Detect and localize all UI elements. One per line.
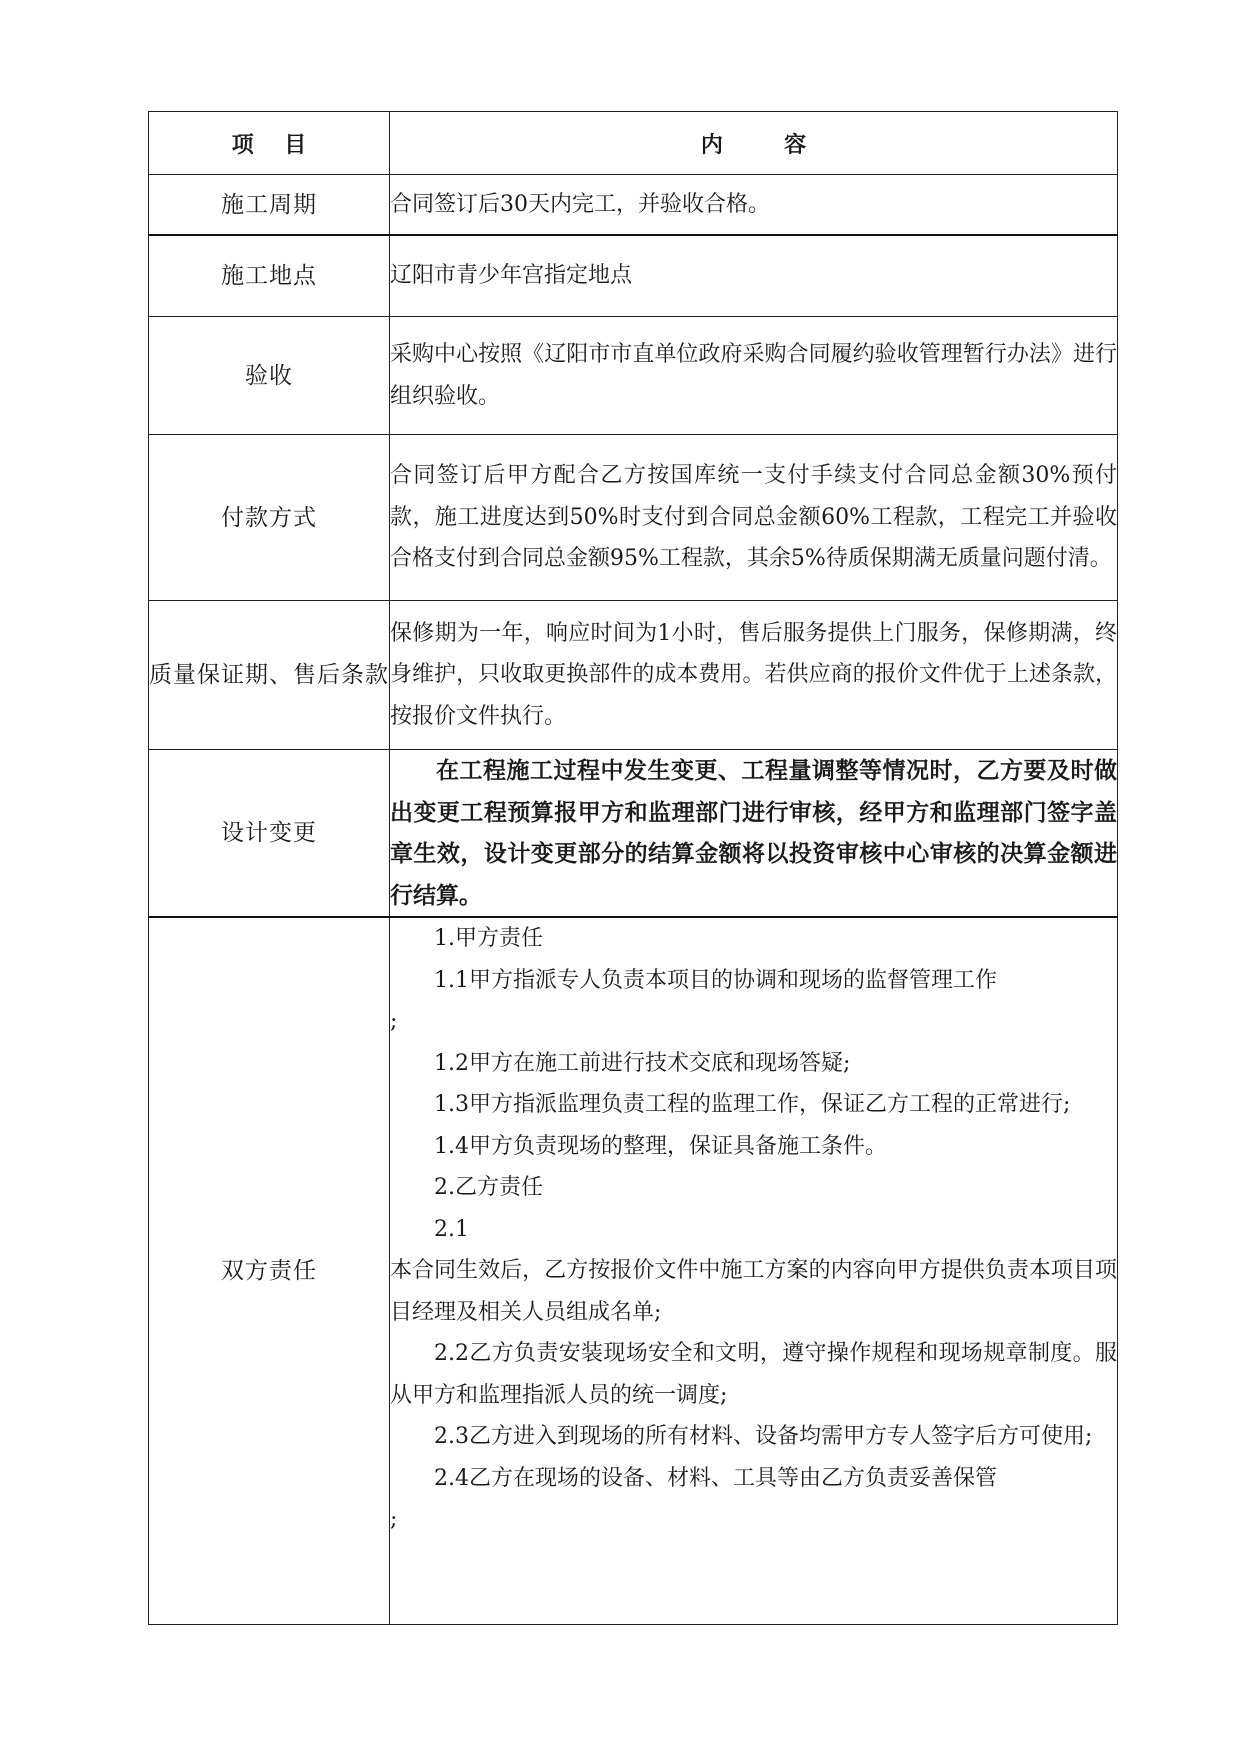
row-label: 设计变更 — [149, 750, 390, 918]
row-label: 双方责任 — [149, 917, 390, 1625]
resp-line: 2.1 — [434, 1216, 469, 1242]
resp-line: 1.2甲方在施工前进行技术交底和现场答疑; — [434, 1050, 851, 1076]
row-content: 保修期为一年，响应时间为1小时，售后服务提供上门服务，保修期满，终身维护，只收取更换部件的成本费用。若供应商的报价文件优于上述条款，按报价文件执行。 — [390, 601, 1118, 750]
table-row-acceptance — [149, 317, 1118, 435]
table-row-period — [149, 175, 1118, 236]
resp-line: 1.4甲方负责现场的整理，保证具备施工条件。 — [434, 1133, 887, 1159]
row-content: 合同签订后30天内完工，并验收合格。 — [390, 175, 1118, 236]
header-content-cell: 内 容 — [390, 112, 1118, 175]
row-content — [390, 750, 1118, 918]
resp-line: 1.1甲方指派专人负责本项目的协调和现场的监督管理工作 — [434, 967, 997, 993]
table-row-payment — [149, 435, 1118, 601]
resp-line: 2.3乙方进入到现场的所有材料、设备均需甲方专人签字后方可使用; — [434, 1424, 1093, 1449]
row-content — [390, 917, 1118, 1625]
resp-line: 2.乙方责任 — [434, 1175, 543, 1200]
table-row-responsibilities — [149, 917, 1118, 1625]
contract-terms-table — [148, 111, 1118, 1625]
header-item-cell: 项 目 — [149, 112, 390, 175]
resp-line: 本合同生效后，乙方按报价文件中施工方案的内容向甲方提供负责本项目项目经理及相关人员组成名单; — [390, 1258, 1117, 1325]
table-row-design-change — [149, 750, 1118, 918]
row-label: 施工地点 — [149, 235, 390, 317]
resp-line: 2.2乙方负责安装现场安全和文明，遵守操作规程和现场规章制度。服从甲方和监理指派人员的统一调度; — [390, 1341, 1117, 1408]
row-label: 付款方式 — [149, 435, 390, 601]
row-content: 辽阳市青少年宫指定地点 — [390, 235, 1118, 317]
row-content: 采购中心按照《辽阳市市直单位政府采购合同履约验收管理暂行办法》进行组织验收。 — [390, 317, 1118, 435]
resp-line: 1.甲方责任 — [434, 926, 543, 951]
row-content: 合同签订后甲方配合乙方按国库统一支付手续支付合同总金额30%预付款，施工进度达到50%时支付到合同总金额60%工程款，工程完工并验收合格支付到合同总金额95%工程款，其余5%待质保期满无质量问题付清。 — [390, 435, 1118, 601]
resp-line: 1.3甲方指派监理负责工程的监理工作，保证乙方工程的正常进行; — [434, 1092, 1071, 1117]
row-label: 验收 — [149, 317, 390, 435]
resp-line: ; — [390, 1009, 398, 1034]
table-row-site — [149, 235, 1118, 317]
resp-line: ; — [390, 1507, 398, 1532]
design-change-paragraph: 在工程施工过程中发生变更、工程量调整等情况时，乙方要及时做出变更工程预算报甲方和监理部门进行审核，经甲方和监理部门签字盖章生效，设计变更部分的结算金额将以投资审核中心审核的决算金额进行结算。 — [390, 757, 1117, 909]
row-label: 施工周期 — [149, 175, 390, 236]
row-label: 质量保证期、售后条款 — [149, 601, 390, 750]
table-header-row — [149, 112, 1118, 175]
resp-line: 2.4乙方在现场的设备、材料、工具等由乙方负责妥善保管 — [434, 1465, 997, 1491]
table-row-warranty — [149, 601, 1118, 750]
